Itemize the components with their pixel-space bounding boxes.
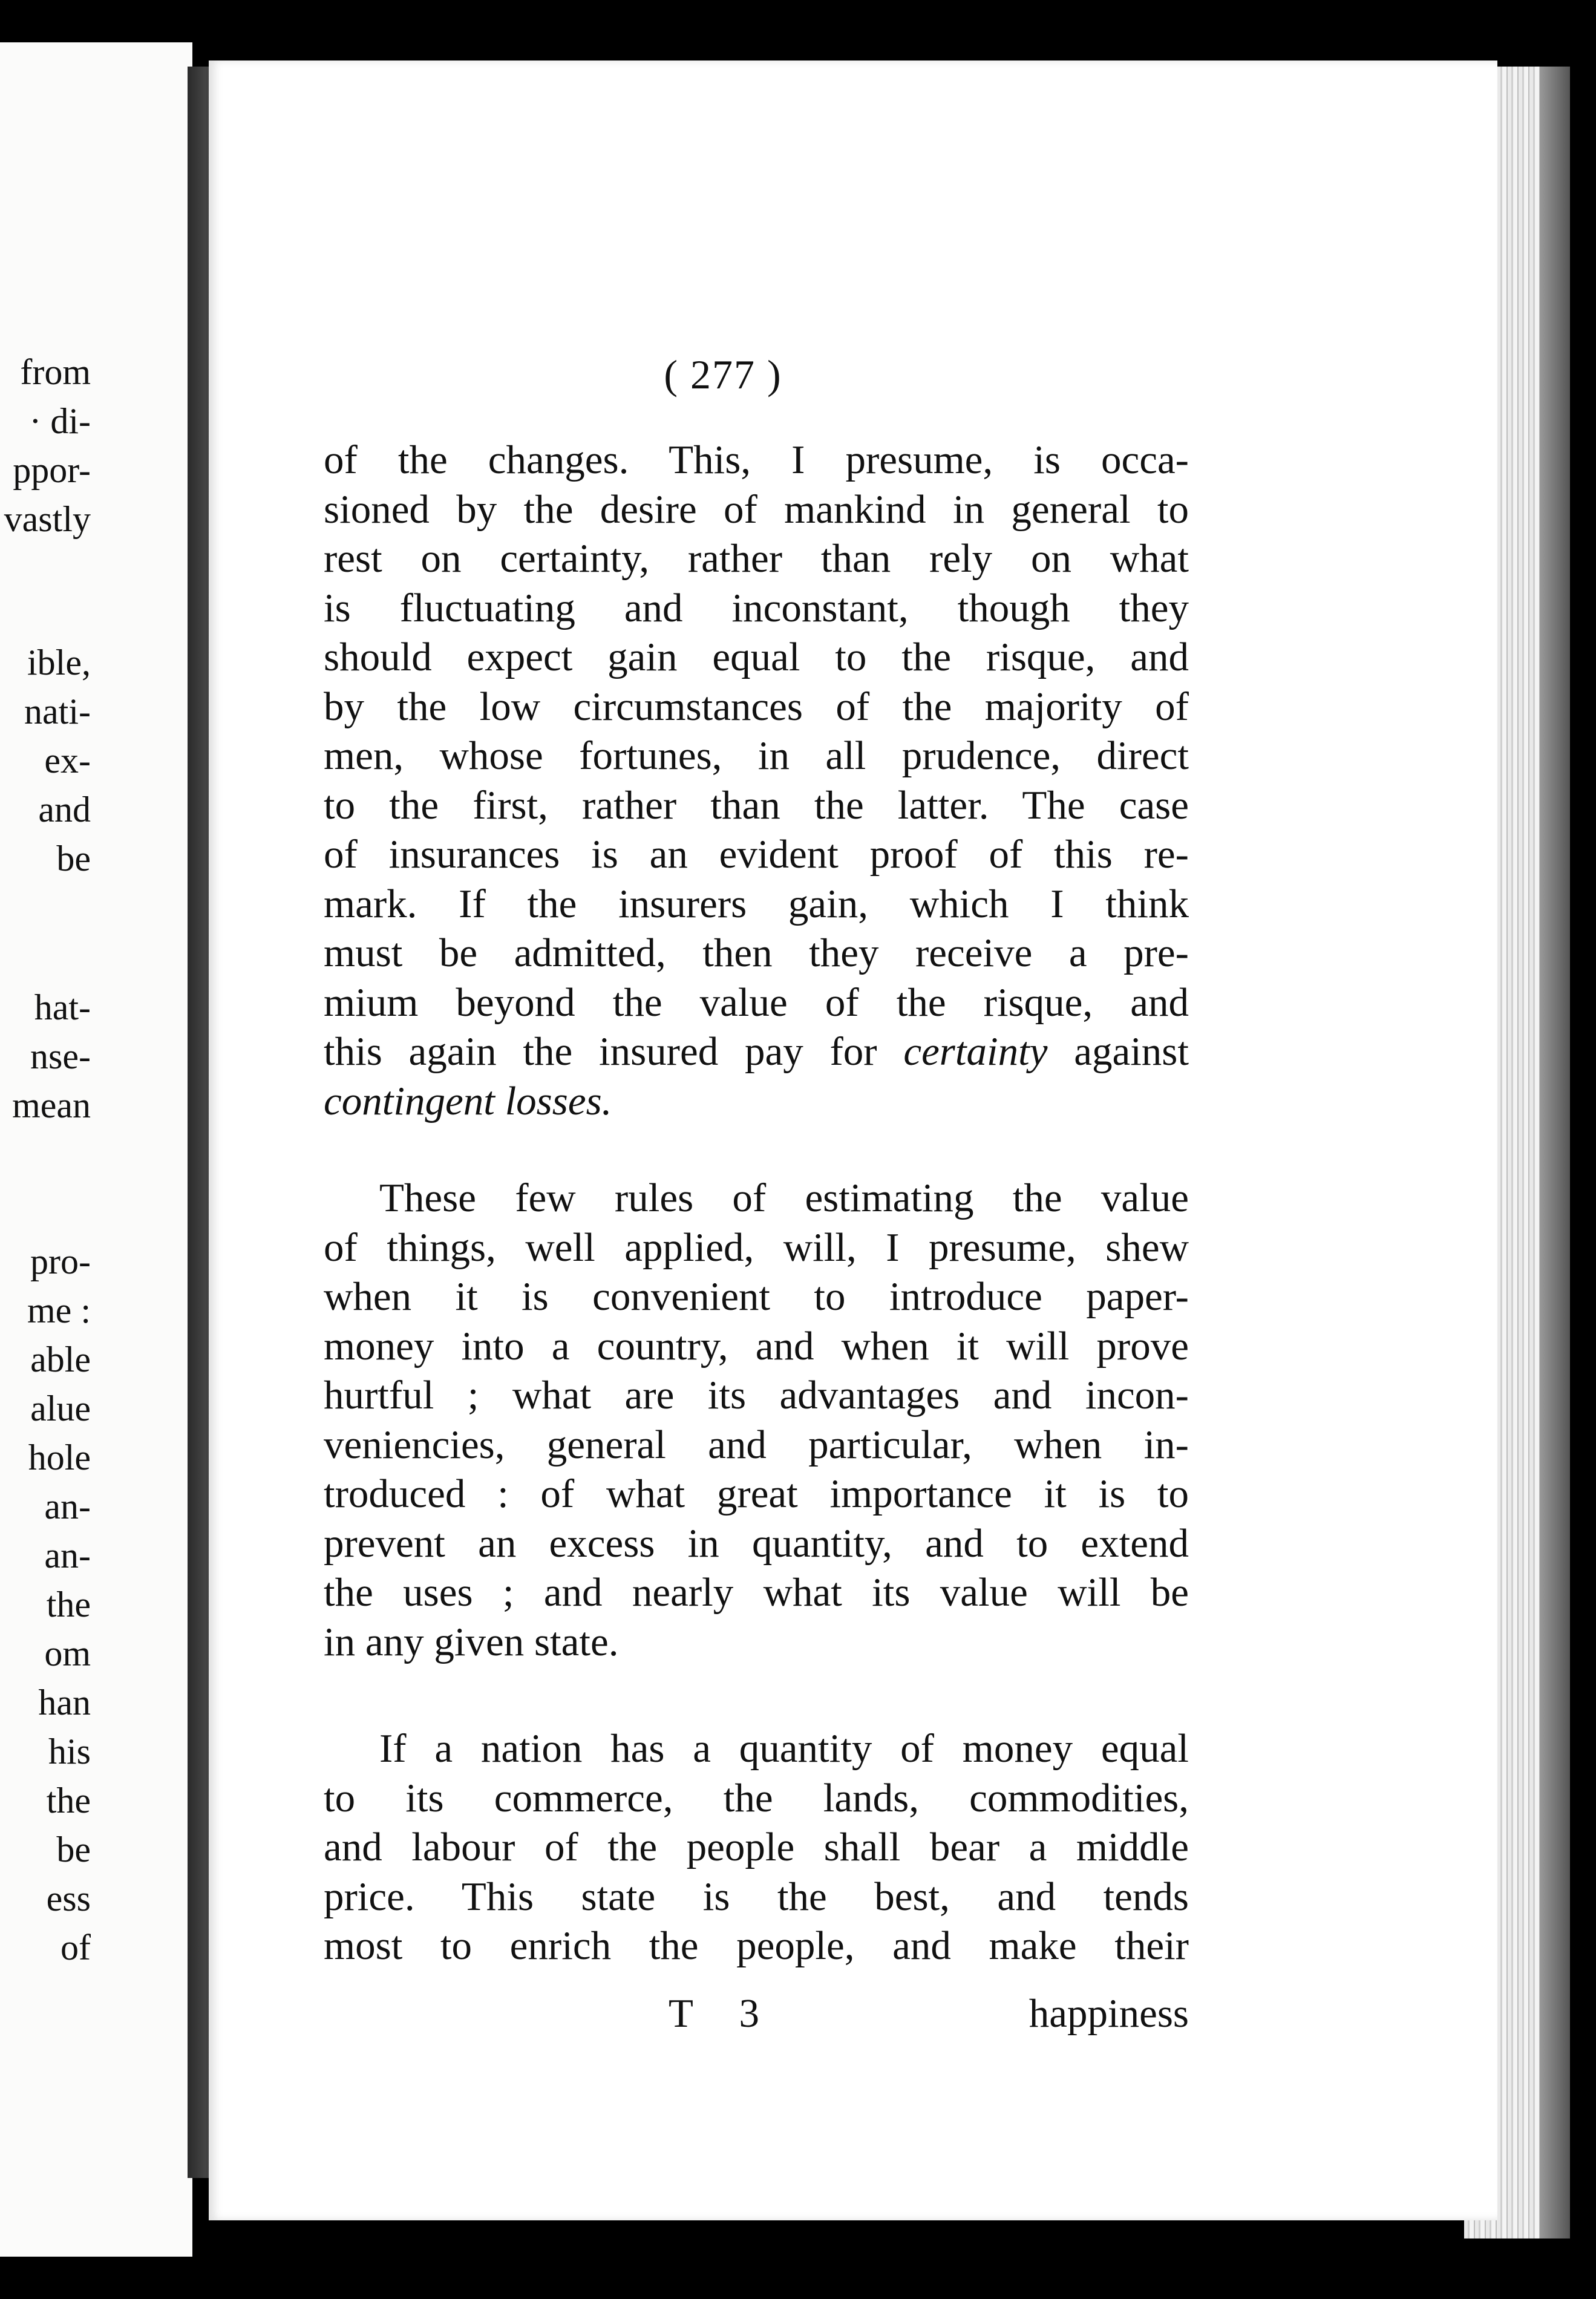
text-line [324,1077,1189,1127]
left-fragment: me : [27,1290,91,1330]
left-fragment: an- [44,1535,91,1575]
text-line: to the first, rather than the latter. The case [324,782,1189,828]
text-line: in any given state. [324,1619,619,1664]
text-run: against [1074,1029,1189,1074]
left-fragment: his [48,1732,91,1771]
text-line: veniencies, general and particular, when in- [324,1422,1189,1467]
text-line: men, whose fortunes, in all prudence, direct [324,733,1189,778]
left-fragment: from [20,352,91,392]
text-line: the uses ; and nearly what its value will be [324,1570,1189,1615]
text-line: If a nation has a quantity of money equal [379,1726,1189,1771]
paragraph-2 [324,1174,1189,1667]
left-fragment: hole [28,1437,91,1477]
text-line: of the changes. This, I presume, is occa- [324,437,1189,482]
text-line: most to enrich the people, and make their [324,1923,1189,1968]
text-line: money into a country, and when it will prove [324,1323,1189,1369]
left-fragment: and [38,790,91,829]
left-fragment: alue [30,1388,91,1428]
left-fragment: of [61,1928,91,1967]
left-fragment: the [46,1781,91,1820]
book-page [209,60,1497,2220]
italic-run: certainty [903,1029,1048,1074]
left-fragment: able [30,1339,91,1379]
left-fragment: vastly [4,499,91,539]
text-line: should expect gain equal to the risque, and [324,635,1189,679]
text-line: prevent an excess in quantity, and to extend [324,1520,1189,1566]
left-fragment: the [46,1584,91,1624]
text-line: by the low circumstances of the majority of [324,684,1189,729]
left-fragment: han [38,1683,91,1722]
text-line: price. This state is the best, and tends [324,1874,1189,1919]
left-fragment: mean [12,1085,91,1125]
text-line: of insurances is an evident proof of this re- [324,832,1189,877]
text-line: rest on certainty, rather than rely on what [324,536,1189,581]
left-fragment: be [56,1830,91,1869]
left-fragment: ess [46,1879,91,1918]
paragraph-1 [324,436,1189,1126]
left-fragment: ex- [44,741,91,780]
text-line: to its commerce, the lands, commodities, [324,1775,1189,1820]
text-line: mark. If the insurers gain, which I think [324,881,1189,926]
left-fragment: nati- [24,692,91,731]
left-fragment: pro- [30,1241,91,1281]
left-fragment: nse- [30,1036,91,1076]
text-line: must be admitted, then they receive a pre- [324,930,1189,975]
text-line: and labour of the people shall bear a middle [324,1825,1189,1869]
left-fragment: be [56,839,91,878]
left-facing-page [0,42,192,2257]
text-line: mium beyond the value of the risque, and [324,979,1189,1025]
text-line: of things, well applied, will, I presume, shew [324,1225,1189,1270]
text-line: troduced : of what great importance it is to [324,1471,1189,1516]
text-run: this again the insured pay for [324,1029,877,1074]
left-fragment: an- [44,1486,91,1526]
paragraph-3 [324,1724,1189,1971]
left-fragment: ppor- [13,450,91,490]
left-fragment: · di- [29,401,91,441]
text-line [324,1027,1189,1077]
signature-mark: T 3 [669,1991,777,2036]
text-line: These few rules of estimating the value [379,1176,1189,1220]
text-line: is fluctuating and inconstant, though they [324,585,1189,630]
page-number: ( 277 ) [664,352,782,397]
text-line: when it is convenient to introduce paper- [324,1274,1189,1319]
left-fragment: ible, [27,643,91,682]
left-fragment: om [44,1634,91,1673]
italic-run: contingent losses. [324,1078,612,1123]
left-fragment: hat- [34,987,91,1027]
catchword: happiness [1029,1991,1189,2036]
text-line: hurtful ; what are its advantages and incon- [324,1373,1189,1418]
text-line: sioned by the desire of mankind in general to [324,486,1189,532]
